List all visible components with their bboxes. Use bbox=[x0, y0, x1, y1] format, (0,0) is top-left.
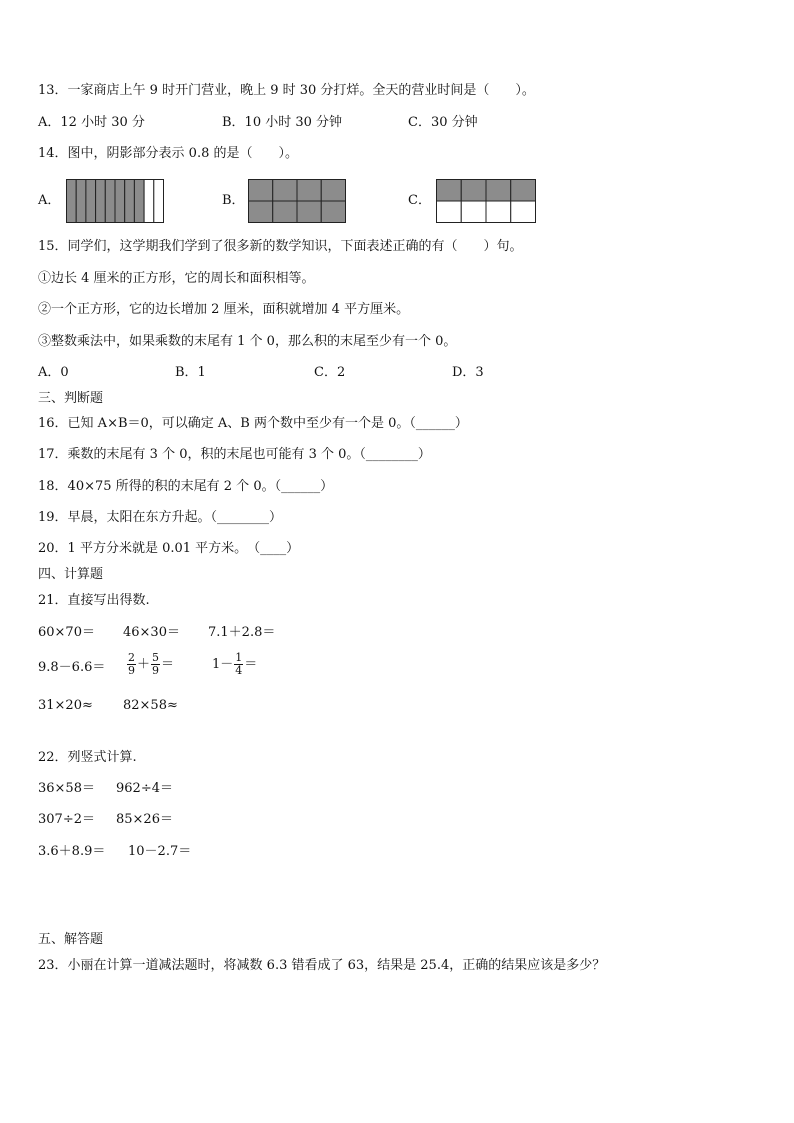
q13-option-a: A．12 小时 30 分 bbox=[38, 115, 145, 130]
fraction: $\frac{5}{9}$ bbox=[152, 651, 160, 677]
q22-calc-6: 10－2.7＝ bbox=[128, 844, 192, 859]
shaded-cell bbox=[125, 180, 135, 223]
q15-statement-1: ①边长 4 厘米的正方形，它的周长和面积相等。 bbox=[38, 271, 315, 286]
section4-title: 四、计算题 bbox=[38, 567, 104, 582]
empty-cell bbox=[511, 201, 536, 223]
fraction: $\frac{1}{4}$ bbox=[235, 651, 243, 677]
q15-statement-2: ②一个正方形，它的边长增加 2 厘米，面积就增加 4 平方厘米。 bbox=[38, 302, 410, 317]
q15-option-c: C．2 bbox=[314, 365, 346, 380]
shaded-cell bbox=[437, 180, 462, 202]
q14-option-b-label: B． bbox=[222, 193, 245, 208]
shaded-cell bbox=[297, 201, 321, 223]
shaded-cell bbox=[86, 180, 96, 223]
section5-title: 五、解答题 bbox=[38, 932, 104, 947]
shaded-cell bbox=[96, 180, 106, 223]
empty-cell bbox=[486, 201, 511, 223]
shaded-cell bbox=[67, 180, 77, 223]
q15-option-a: A．0 bbox=[38, 365, 69, 380]
shaded-cell bbox=[115, 180, 125, 223]
shaded-cell bbox=[273, 180, 297, 202]
q22-calc-3: 307÷2＝ bbox=[38, 812, 95, 827]
shaded-cell bbox=[134, 180, 144, 223]
q21-calc-5: $\frac{2}{9}$ ＋ $\frac{5}{9}$ ＝ bbox=[128, 651, 175, 677]
q21-calc-7: 31×20≈ bbox=[38, 698, 93, 713]
q22-calc-4: 85×26＝ bbox=[116, 812, 173, 827]
q15-stem: 15．同学们，这学期我们学到了很多新的数学知识，下面表述正确的有（ ）句。 bbox=[38, 239, 523, 254]
fraction: $\frac{2}{9}$ bbox=[128, 651, 135, 677]
shaded-cell bbox=[461, 180, 486, 202]
q22-calc-1: 36×58＝ bbox=[38, 781, 95, 796]
shaded-cell bbox=[511, 180, 536, 202]
q14-option-a-label: A． bbox=[38, 193, 61, 208]
shaded-cell bbox=[76, 180, 86, 223]
q20: 20．1 平方分米就是 0.01 平方米。 （____） bbox=[38, 541, 300, 556]
empty-cell bbox=[154, 180, 164, 223]
q17: 17．乘数的末尾有 3 个 0，积的末尾也可能有 3 个 0。（________） bbox=[38, 447, 431, 462]
q22-calc-5: 3.6＋8.9＝ bbox=[38, 844, 106, 859]
q15-option-b: B．1 bbox=[175, 365, 206, 380]
q23: 23．小丽在计算一道减法题时，将减数 6.3 错看成了 63，结果是 25.4，正确的结果应该是多少？ bbox=[38, 958, 606, 973]
q21-calc-3: 7.1＋2.8＝ bbox=[208, 625, 276, 640]
q18: 18．40×75 所得的积的末尾有 2 个 0。（______） bbox=[38, 479, 334, 494]
shaded-cell bbox=[105, 180, 115, 223]
shaded-cell bbox=[297, 180, 321, 202]
q14-figure-c bbox=[436, 179, 536, 223]
q21-stem: 21．直接写出得数. bbox=[38, 593, 150, 608]
q13-option-b: B．10 小时 30 分钟 bbox=[222, 115, 343, 130]
q21-calc-4: 9.8－6.6＝ bbox=[38, 660, 106, 675]
q15-statement-3: ③整数乘法中，如果乘数的末尾有 1 个 0，那么积的末尾至少有一个 0。 bbox=[38, 334, 457, 349]
q14-stem: 14．图中，阴影部分表示 0.8 的是（ ）。 bbox=[38, 146, 298, 161]
shaded-cell bbox=[249, 180, 273, 202]
empty-cell bbox=[144, 180, 154, 223]
q13-option-c: C．30 分钟 bbox=[408, 115, 478, 130]
shaded-cell bbox=[273, 201, 297, 223]
q14-figure-a bbox=[66, 179, 164, 223]
section3-title: 三、判断题 bbox=[38, 391, 104, 406]
q14-option-c-label: C． bbox=[408, 193, 431, 208]
q22-calc-2: 962÷4＝ bbox=[116, 781, 173, 796]
q21-calc-2: 46×30＝ bbox=[123, 625, 180, 640]
shaded-cell bbox=[321, 201, 345, 223]
shaded-cell bbox=[486, 180, 511, 202]
shaded-cell bbox=[321, 180, 345, 202]
q15-option-d: D．3 bbox=[452, 365, 484, 380]
q22-stem: 22．列竖式计算. bbox=[38, 750, 137, 765]
empty-cell bbox=[461, 201, 486, 223]
q21-calc-1: 60×70＝ bbox=[38, 625, 95, 640]
q21-calc-8: 82×58≈ bbox=[123, 698, 178, 713]
q19: 19．早晨，太阳在东方升起。（________） bbox=[38, 510, 283, 525]
q13-stem: 13．一家商店上午 9 时开门营业，晚上 9 时 30 分打烊。全天的营业时间是（ ）。 bbox=[38, 83, 535, 98]
q16: 16．已知 A×B＝0，可以确定 A、B 两个数中至少有一个是 0。（______） bbox=[38, 416, 468, 431]
q14-figure-b bbox=[248, 179, 346, 223]
shaded-cell bbox=[249, 201, 273, 223]
q21-calc-6: 1－ $\frac{1}{4}$ ＝ bbox=[212, 651, 258, 677]
empty-cell bbox=[437, 201, 462, 223]
